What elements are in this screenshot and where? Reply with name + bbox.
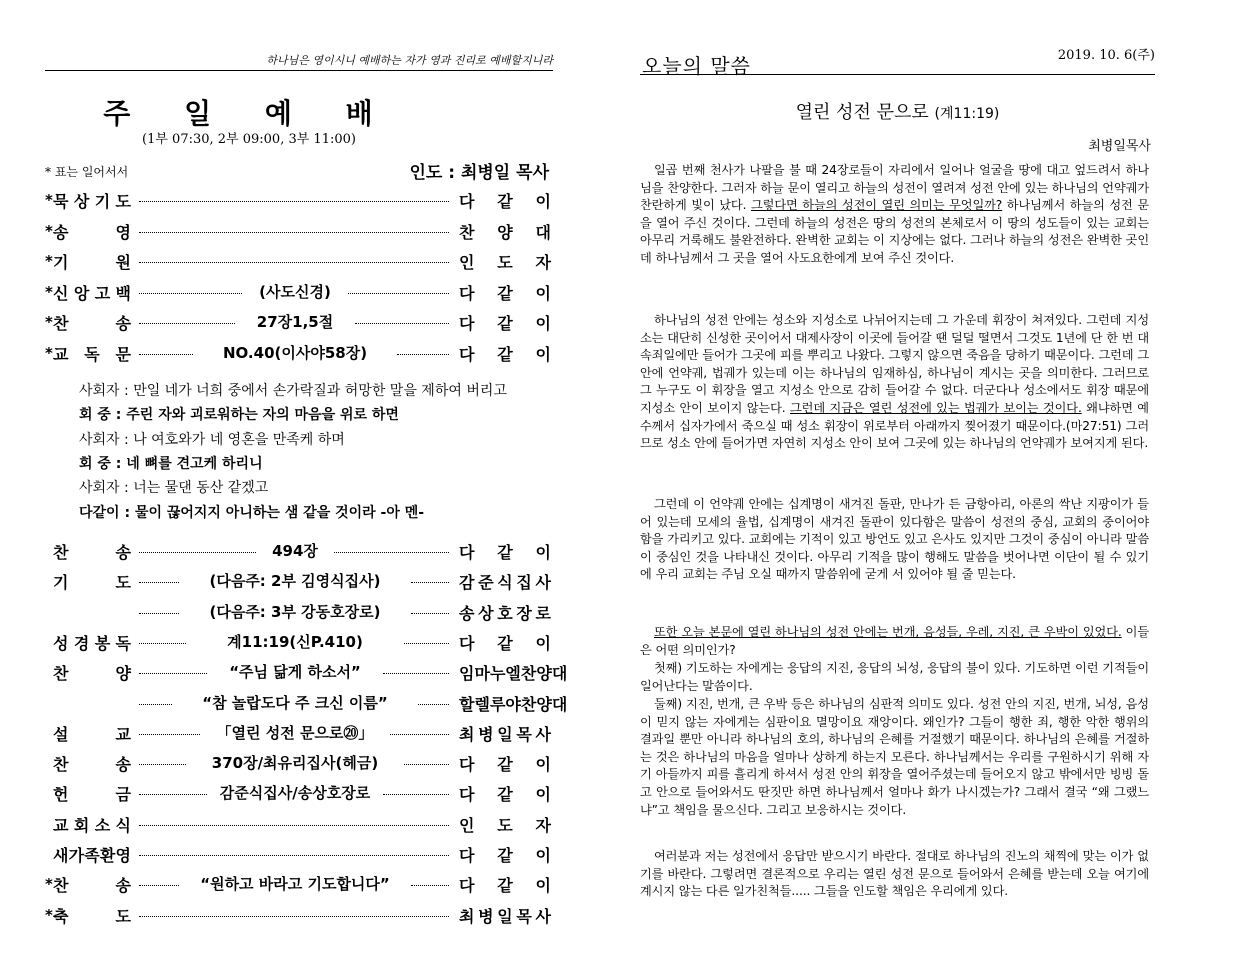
order-detail: 370장/최유리집사(헤금) [211,754,379,773]
dot-leader [411,613,449,614]
responsible-char: 같 [497,192,513,211]
motto: 하나님은 영이시니 예배하는 자가 영과 진리로 예배할지니라 [266,54,553,67]
responsible-char: 목 [516,906,532,926]
order-label [53,752,131,775]
order-item [45,720,553,746]
responsible-char: 이 [535,633,551,653]
divider [45,70,553,71]
order-detail: “원하고 바라고 기도합니다” [200,875,390,894]
order-label-char: 송 [115,543,131,562]
responsive-line: 다같이 : 물이 끊어지지 아니하는 샘 같을 것이라 -아 멘- [79,504,425,521]
order-detail: “참 놀랍도다 주 크신 이름” [202,693,388,712]
order-label-char: 축 [53,906,69,926]
dot-leader [418,704,449,705]
order-label-char: 경 [73,633,90,653]
responsible-char: 로 [535,603,551,623]
order-detail: 계11:19(신P.410) [227,632,363,651]
responsible-char: 대 [551,664,568,684]
responsible-char: 같 [497,876,513,896]
responsible-char: 장 [516,603,532,623]
responsible-char: 이 [535,192,551,211]
dot-leader [139,552,256,553]
order-responsible [459,873,551,896]
dot-leader [139,916,449,917]
order-label-char: 가 [68,846,85,865]
order-label-char: 도 [115,573,131,593]
dot-leader [383,673,449,674]
service-title: 주 일 예 배 [103,97,395,130]
dot-leader [383,794,449,795]
standing-mark: * [45,905,53,924]
order-label-char: 영 [115,222,131,242]
order-label-char: 설 [53,724,69,744]
text: 하나님의 성전 안에는 성소와 지성소로 나뉘어지는데 그 가운데 휘장이 쳐져있다. 그런데 지성소는 대단히 신성한 곳이어서 대제사장이 이곳에 들어갈 땐 덜덜 떨면서 그것도 1년에 단 한 번 대속죄일에만 들어가 그곳에 피를 뿌리고 나왔다. 그렇지 않으면 죽음을 당하기 때문이다. 그런데 그 안에 언약궤, 법궤가 있는데 이는 하나님의 임재하심, 하나님이 계시는 곳을 의미한다. 그러므로 그 누구도 이 휘장을 열고 지성소 안으로 감히 들어갈 수 없다. 더군다나 성소에서도 휘장 때문에 지성소 안이 보이지 않는다. [640,313,1149,415]
order-label-char: 고 [94,283,111,303]
order-item [45,568,553,594]
responsible-char: 집 [516,573,532,593]
text: 하나님께서 하늘의 성전 문을 열어 주신 것이다. 그런데 하늘의 성전은 땅의 성전의 본체로서 이 땅의 성도들이 있는 교회는 아무리 거룩해도 불완전하다. 완벽한 교회는 이 지상에는 없다. 그러나 하늘의 성전은 완벽한 곳인데 하나님께서 그 곳을 열어 사도요한에게 보여 주신 것이다. [640,198,1149,265]
order-item [45,279,553,305]
responsible-char: 같 [497,785,513,805]
order-label-char: 묵 [53,192,69,211]
dot-leader [139,855,449,856]
order-responsible [459,813,551,836]
order-responsible [459,782,551,805]
order-label-char: 찬 [53,314,69,333]
paragraph [640,312,1149,453]
order-label [53,311,131,334]
order-responsible [459,570,551,593]
responsible-char: 이 [535,785,551,805]
responsive-line: 사회자 : 만일 네가 너희 중에서 손가락질과 허망한 말을 제하여 버리고 [79,383,507,399]
order-detail: NO.40(이사야58장) [222,343,368,362]
order-responsible [459,220,551,243]
order-label-char: 앙 [73,283,90,303]
dot-leader [139,323,235,324]
responsible-char: 다 [459,283,475,303]
responsible-char: 병 [478,724,494,744]
dot-leader [390,734,449,735]
divider [640,74,1155,75]
order-label-char: 신 [53,283,69,303]
dot-leader [139,734,200,735]
order-responsible [459,342,551,365]
paragraph: 둘째) 지진, 번개, 큰 우박 등은 하나님의 심판적 의미도 있다. 성전 안의 지진, 번개, 뇌성, 음성이 믿지 않는 자에게는 심판이요 멸망이요 재앙이다. 왜인가? 그들이 행한 죄, 행한 악한 행위의 결과일 뿐만 아니라 하나님의 호의, 하나님의 은혜를 거절했기 때문이다. 하나님의 은혜를 거절하는 것은 하나님의 마음을 얼마나 상하게 하는지 모른다. 하나님께서는 우리를 구원하시기 위해 자기 아들까지 피를 흘리게 하셔서 성전 안의 휘장을 열어주셨는데 들어오지 않고 밖에서만 빙빙 돌고 안으로 들어와서도 딴짓만 하면 하나님께서 얼마나 화가 나시겠는가? 그래서 결국 “왜 그랬느냐”고 책임을 물으신다. 그리고 보응하시는 것이다. [640,697,1149,817]
order-label [53,843,131,866]
dot-leader [139,232,449,233]
order-item [45,811,553,837]
dot-leader [411,582,449,583]
responsible-char: 호 [497,603,513,623]
responsible-char: 송 [459,603,475,623]
order-item [45,659,568,685]
dot-leader [139,293,242,294]
order-label-char: 환 [99,846,116,865]
order-label [53,813,131,836]
order-responsible [459,904,551,927]
responsible-char: 식 [497,573,513,593]
order-responsible [459,189,551,212]
order-responsible [459,540,551,563]
order-responsible [459,601,551,624]
responsible-char: 감 [459,573,475,593]
responsible-char: 이 [535,283,551,303]
order-detail: 494장 [272,542,318,560]
leader: 인도 : 최병일 목사 [409,163,549,183]
order-item [45,629,553,655]
dot-leader [139,262,449,263]
responsible-char: 준 [478,573,494,593]
order-label-char: 새 [53,846,69,865]
responsible-char: 같 [497,314,513,333]
order-label [53,570,131,593]
dot-leader [139,582,179,583]
order-label-char: 송 [115,314,131,333]
standing-mark: * [45,221,53,240]
dot-leader [404,643,449,644]
responsible-char: 다 [459,192,475,211]
dot-leader [139,825,449,826]
responsible-char: 자 [535,253,551,272]
dot-leader [404,764,449,765]
order-responsible [459,722,551,745]
todays-word-page [640,0,1155,973]
order-responsible [459,843,551,866]
responsible-char: 인 [459,253,475,272]
responsible-char: 렐 [474,694,490,714]
responsible-char: 양 [536,664,552,684]
order-label [53,661,131,684]
order-label-char: 도 [115,906,131,926]
order-label-char: 영 [115,846,131,865]
order-label-char: 금 [115,785,131,805]
underlined-text: 그렇다면 하늘의 성전이 열린 의미는 무엇일까? [750,198,1003,213]
responsible-char: 이 [535,344,551,364]
responsible-char: 엘 [505,664,521,684]
underlined-text: 그런데 지금은 열린 성전에 있는 법궤가 보이는 것이다. [789,400,1082,415]
order-label [53,189,131,212]
responsible-char: 이 [535,755,551,775]
order-label-char: 도 [115,192,131,211]
responsive-line: 사회자 : 나 여호와가 네 영혼을 만족케 하며 [79,431,345,448]
worship-order-page [45,0,568,973]
order-label [53,281,131,304]
standing-mark: * [45,343,53,362]
order-label [53,220,131,243]
dot-leader [139,764,186,765]
order-label-char: 족 [84,846,100,865]
text: 왜냐하면 예수께서 십자가에서 죽으실 때 성소 휘장이 위로부터 아래까지 찢어졌기 때문이다.(마27:51) 그러므로 성소 안에 들어가면 자연히 지성소 안이 보여 그곳에 있는 하나님의 언약궤가 보여지게 된다. [640,400,1149,451]
responsive-line: 회 중 : 주린 자와 괴로워하는 자의 마음을 위로 하면 [79,407,399,424]
order-label-char: 성 [53,633,69,653]
dot-leader [139,794,207,795]
paragraph: 첫째) 기도하는 자에게는 응답의 지진, 응답의 뇌성, 응답의 불이 있다. 기도하면 이런 기적들이 일어난다는 말씀이다. [640,661,1149,693]
responsible-char: 대 [535,222,551,242]
responsible-char: 다 [459,846,475,865]
dot-leader [411,885,449,886]
text: 일곱 번째 천사가 나팔을 불 때 24장로들이 자리에서 일어나 얼굴을 땅에 대고 엎드려서 하나님을 찬양한다. 그러자 하늘 문이 열리고 하늘의 성전이 열려져 성전 안에 있는 하나님의 언약궤가 찬란하게 빛이 났다. [640,163,1149,213]
responsible-char: 일 [497,724,513,744]
responsible-char: 다 [459,785,475,805]
responsible-char: 다 [459,314,475,333]
responsible-char: 찬 [520,664,537,684]
sermon-reference: (계11:19) [934,106,1000,122]
responsible-char: 도 [497,815,513,835]
responsible-char: 양 [497,222,513,242]
text: 이들은 어떤 의미인가? [640,625,1149,657]
responsible-char: 찬 [520,694,537,714]
order-responsible [459,692,568,715]
responsible-char: 같 [497,344,513,364]
responsible-char: 이 [535,846,551,865]
order-label-char: 찬 [53,876,69,896]
standing-note: * 표는 일어서서 [45,165,129,179]
responsible-char: 인 [459,815,475,835]
order-label-char: 교 [53,344,69,364]
order-label [53,250,131,273]
paragraph [640,162,1149,268]
order-item [45,309,553,335]
responsible-char: 다 [459,876,475,896]
order-item [45,780,553,806]
order-detail: 「열린 성전 문으로⑳」 [216,723,374,742]
paragraph: 여러분과 저는 성전에서 응답만 받으시기 바란다. 절대로 하나님의 진노의 채찍에 맞는 이가 없기를 바란다. 그렇려면 결론적으로 우리는 열린 성전 문으로 들어와서 은혜를 받는데 오늘 여기에 계시지 않는 다른 일가친척들..... 그들을 인도할 책임은 우리에게 있다. [640,849,1149,899]
order-label-char: 송 [53,222,69,242]
order-label-char: 독 [115,633,131,653]
responsible-char: 다 [459,633,475,653]
service-times: (1부 07:30, 2부 09:00, 3부 11:00) [142,132,356,147]
order-responsible [459,752,551,775]
order-label [53,904,131,927]
standing-mark: * [45,282,53,301]
responsible-char: 다 [459,543,475,562]
order-item [45,599,553,625]
order-label-char: 기 [94,192,111,211]
dot-leader [139,613,179,614]
order-item [45,750,553,776]
order-label-char: 양 [115,664,131,684]
responsible-char: 최 [459,724,475,744]
order-responsible [459,250,551,273]
responsible-char: 상 [478,603,494,623]
order-responsible [459,661,568,684]
responsible-char: 이 [535,876,551,896]
responsible-char: 목 [516,724,532,744]
order-item [45,248,553,274]
order-label [53,873,131,896]
responsible-char: 사 [535,724,551,744]
order-item [45,340,553,366]
dot-leader [139,885,179,886]
responsible-char: 사 [535,573,551,593]
order-label-char: 문 [115,344,131,364]
order-label [53,342,131,365]
dot-leader [139,673,207,674]
responsible-char: 같 [497,543,513,562]
dot-leader [355,323,449,324]
order-detail: “주님 닮게 하소서” [229,663,361,682]
order-detail: 감준식집사/송상호장로 [219,784,371,803]
responsible-char: 이 [535,314,551,333]
order-label-char: 송 [115,755,131,775]
page-title: 오늘의 말씀 [642,54,751,78]
order-label [53,631,131,654]
responsible-char: 일 [497,906,513,926]
responsible-char: 도 [497,253,513,272]
order-label-char: 백 [115,283,131,303]
order-item [45,902,553,928]
order-label-char: 원 [115,253,131,272]
responsible-char: 마 [474,664,490,684]
order-label-char: 소 [94,815,111,835]
order-item [45,538,553,564]
order-detail: (사도신경) [259,282,331,301]
responsible-char: 대 [551,694,568,714]
responsible-char: 자 [535,815,551,835]
order-item [45,841,553,867]
dot-leader [139,354,193,355]
dot-leader [348,293,449,294]
responsible-char: 할 [459,694,475,714]
responsible-char: 임 [459,664,475,684]
order-label-char: 독 [84,344,100,364]
responsible-char: 병 [478,906,494,926]
underlined-text: 또한 오늘 본문에 열린 하나님의 성전 안에는 번개, 음성들, 우레, 지진, 큰 우박이 있었다. [654,625,1122,639]
order-item [45,218,553,244]
dot-leader [139,704,172,705]
responsible-char: 같 [497,846,513,865]
order-label-char: 회 [73,815,90,835]
order-detail: (다음주: 2부 김영식집사) [209,572,381,591]
responsible-char: 다 [459,344,475,364]
responsible-char: 최 [459,906,475,926]
responsible-char: 이 [535,543,551,562]
dot-leader [139,201,449,202]
order-label-char: 상 [73,192,90,211]
sermon-title-text: 열린 성전 문으로 [795,102,929,123]
order-label-char: 헌 [53,785,69,805]
order-label-char: 송 [115,876,131,896]
paragraph [640,624,1149,659]
responsible-char: 양 [536,694,552,714]
sermon-title [640,98,1155,124]
responsible-char: 찬 [459,222,475,242]
order-detail: (다음주: 3부 강동호장로) [209,602,381,621]
dot-leader [139,643,186,644]
responsible-char: 사 [535,906,551,926]
dot-leader [334,552,449,553]
responsible-char: 같 [497,633,513,653]
order-responsible [459,311,551,334]
dot-leader [397,354,449,355]
standing-mark: * [45,875,53,894]
order-label-char: 찬 [53,755,69,775]
responsible-char: 같 [497,283,513,303]
responsive-line: 회 중 : 네 뼈를 견고케 하리니 [79,455,263,472]
order-responsible [459,281,551,304]
order-label-char: 찬 [53,543,69,562]
order-item [45,871,553,897]
order-detail: 27장1,5절 [256,313,334,331]
responsible-char: 루 [489,694,506,714]
order-label [53,722,131,745]
responsible-char: 누 [489,664,506,684]
date: 2019. 10. 6(주) [1057,48,1155,63]
paragraph: 그런데 이 언약궤 안에는 십계명이 새겨진 돌판, 만나가 든 금항아리, 아론의 싹난 지팡이가 들어 있는데 모세의 율법, 십계명이 새겨진 돌판이 있다함은 말씀이 성전의 중심, 교회의 중이어야 함을 가리키고 있다. 교회에는 기적이 있고 방언도 있고 은사도 있지만 그것이 중심이 아니라 말씀이 중심인 것을 나타내신 것이다. 아무리 기적을 많이 행해도 말씀을 벗어나면 이단이 될 수 있기에 우리 교회는 주님 오실 때까지 말씀위에 굳게 서 있어야 될 줄 믿는다. [640,497,1149,582]
standing-mark: * [45,191,53,209]
order-label [53,540,131,563]
order-label-char: 교 [53,815,69,835]
order-item [45,690,568,716]
standing-mark: * [45,252,53,270]
order-label [53,782,131,805]
order-responsible [459,631,551,654]
responsible-char: 야 [505,694,521,714]
order-label-char: 기 [53,573,69,593]
author: 최병일목사 [1088,139,1151,154]
order-label-char: 교 [115,724,131,744]
order-label-char: 찬 [53,664,69,684]
order-label-char: 봉 [94,633,111,653]
responsive-line: 사회자 : 너는 물댄 동산 같겠고 [79,480,269,497]
responsible-char: 다 [459,755,475,775]
order-item [45,187,553,213]
responsible-char: 같 [497,755,513,775]
order-label-char: 기 [53,253,69,272]
order-label-char: 식 [115,815,131,835]
standing-mark: * [45,313,53,331]
